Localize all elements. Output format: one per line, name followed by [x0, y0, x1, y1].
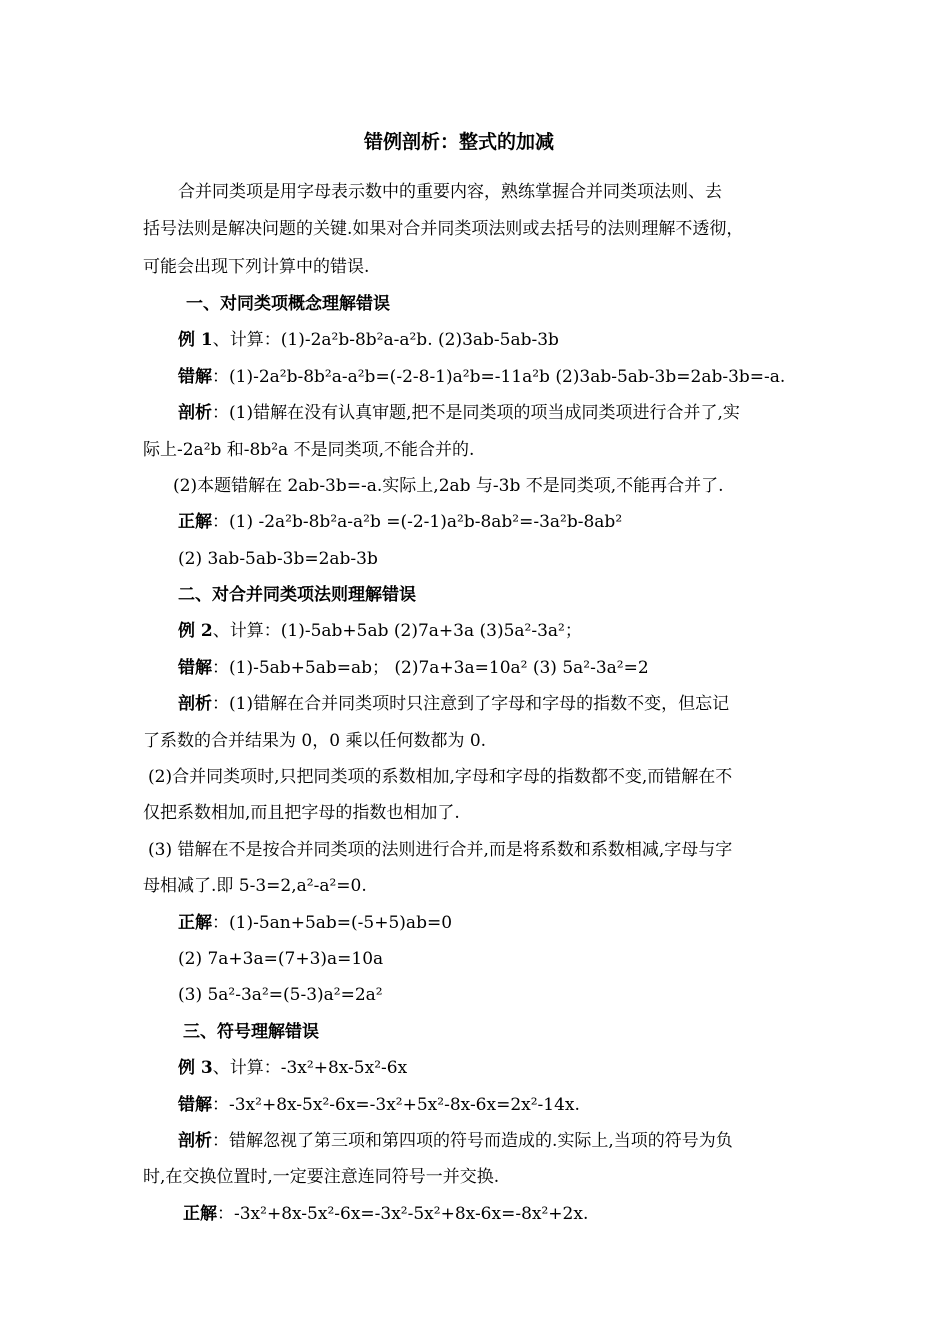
example-line: [178, 1057, 407, 1079]
correct-label: 正解: [178, 512, 212, 532]
correct-solution-line: [183, 1203, 588, 1225]
intro-line: 括号法则是解决问题的关键.如果对合并同类项法则或去括号的法则理解不透彻，: [143, 219, 744, 239]
correct-solution-line: [178, 511, 622, 533]
analysis-text: ：(1)错解在没有认真审题,把不是同类项的项当成同类项进行合并了,实: [212, 403, 740, 423]
wrong-solution-line: [178, 366, 785, 388]
correct-solution-line: (2) 3ab-5ab-3b=2ab-3b: [178, 549, 378, 569]
example-text: 、计算：-3x²+8x-5x²-6x: [212, 1058, 408, 1078]
example-text: 、计算：(1)-5ab+5ab (2)7a+3a (3)5a²-3a²；: [212, 621, 582, 641]
intro-line: 合并同类项是用字母表示数中的重要内容，熟练掌握合并同类项法则、去: [178, 182, 722, 202]
analysis-text: ：(1)错解在合并同类项时只注意到了字母和字母的指数不变，但忘记: [212, 694, 730, 714]
analysis-label: 剖析: [178, 1131, 212, 1151]
page-title: 错例剖析：整式的加减: [364, 131, 555, 153]
section-heading: 二、对合并同类项法则理解错误: [178, 585, 416, 605]
analysis-line: (2)合并同类项时,只把同类项的系数相加,字母和字母的指数都不变,而错解在不: [148, 767, 733, 787]
wrong-text: ：(1)-2a²b-8b²a-a²b=(-2-8-1)a²b=-11a²b (2)3ab-5ab-3b=2ab-3b=-a.: [212, 367, 786, 387]
example-label: 例 1: [178, 330, 213, 350]
example-label: 例 2: [178, 621, 213, 641]
example-line: [178, 329, 559, 351]
example-label: 例 3: [178, 1058, 213, 1078]
correct-text: ：(1) -2a²b-8b²a-a²b =(-2-1)a²b-8ab²=-3a²b-8ab²: [212, 512, 623, 532]
analysis-line: (3) 错解在不是按合并同类项的法则进行合并,而是将系数和系数相减,字母与字: [148, 840, 733, 860]
analysis-label: 剖析: [178, 694, 212, 714]
analysis-line: 仅把系数相加,而且把字母的指数也相加了.: [143, 803, 460, 823]
analysis-line: [178, 1130, 733, 1152]
correct-label: 正解: [183, 1204, 217, 1224]
correct-text: ：(1)-5an+5ab=(-5+5)ab=0: [212, 913, 453, 933]
section-heading: 三、符号理解错误: [183, 1022, 319, 1042]
wrong-solution-line: [178, 1094, 580, 1116]
wrong-label: 错解: [178, 658, 212, 678]
analysis-line: 母相减了.即 5-3=2,a²-a²=0.: [143, 876, 367, 896]
wrong-label: 错解: [178, 1095, 212, 1115]
correct-solution-line: (2) 7a+3a=(7+3)a=10a: [178, 949, 384, 969]
analysis-line: [178, 693, 729, 715]
correct-label: 正解: [178, 913, 212, 933]
wrong-text: ：(1)-5ab+5ab=ab； (2)7a+3a=10a² (3) 5a²-3a²=2: [212, 658, 649, 678]
correct-solution-line: (3) 5a²-3a²=(5-3)a²=2a²: [178, 985, 383, 1005]
example-text: 、计算：(1)-2a²b-8b²a-a²b. (2)3ab-5ab-3b: [212, 330, 559, 350]
analysis-line: 了系数的合并结果为 0，0 乘以任何数都为 0.: [143, 731, 487, 751]
wrong-solution-line: [178, 657, 649, 679]
wrong-text: ：-3x²+8x-5x²-6x=-3x²+5x²-8x-6x=2x²-14x.: [212, 1095, 580, 1115]
section-heading: 一、对同类项概念理解错误: [186, 294, 390, 314]
analysis-line: [178, 402, 740, 424]
correct-text: ：-3x²+8x-5x²-6x=-3x²-5x²+8x-6x=-8x²+2x.: [217, 1204, 589, 1224]
analysis-line: 际上-2a²b 和-8b²a 不是同类项,不能合并的.: [143, 440, 475, 460]
example-line: [178, 620, 582, 642]
intro-line: 可能会出现下列计算中的错误.: [143, 257, 370, 277]
correct-solution-line: [178, 912, 452, 934]
wrong-label: 错解: [178, 367, 212, 387]
analysis-text: ：错解忽视了第三项和第四项的符号而造成的.实际上,当项的符号为负: [212, 1131, 733, 1151]
analysis-line: 时,在交换位置时,一定要注意连同符号一并交换.: [143, 1167, 500, 1187]
analysis-label: 剖析: [178, 403, 212, 423]
analysis-line: (2)本题错解在 2ab-3b=-a.实际上,2ab 与-3b 不是同类项,不能再合并了.: [173, 476, 724, 496]
